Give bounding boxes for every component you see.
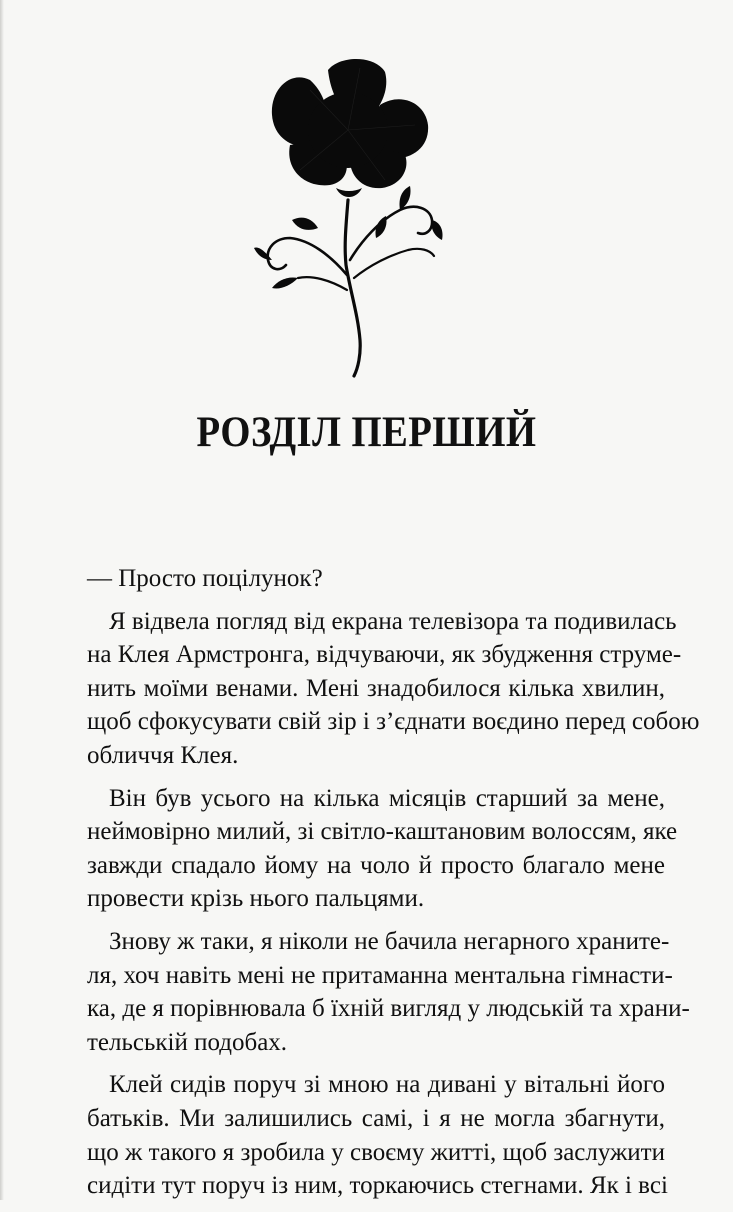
text-line: провести крізь нього пальцями. — [87, 885, 425, 913]
text-line: батьків. Ми залишились самі, і я не могла збагнути, — [87, 1104, 665, 1132]
flower-silhouette-icon — [250, 50, 450, 380]
page-edge-shadow — [0, 0, 4, 1200]
text-line: Я відвела погляд від екрана телевізора та подивилась — [109, 607, 677, 635]
paragraph — [65, 782, 678, 916]
text-line: ка, де я порівнювала б їхній вигляд у людській та храни- — [87, 995, 690, 1023]
text-line: обличчя Клея. — [87, 741, 239, 769]
chapter-title: РОЗДІЛ ПЕРШИЙ — [196, 409, 537, 456]
text-line: Клей сидів поруч зі мною на дивані у вітальні його — [109, 1071, 665, 1099]
text-line: сидіти тут поруч із ним, торкаючись стегнами. Як і всі — [87, 1172, 668, 1200]
text-line: Знову ж таки, я ніколи не бачила негарного храните- — [109, 927, 670, 955]
text-line: тельській подобах. — [87, 1028, 288, 1056]
text-line: щоб сфокусувати свій зір і з’єднати воєдино перед собою — [87, 708, 700, 736]
text-line: — Просто поцілунок? — [87, 565, 323, 592]
text-line: ля, хоч навіть мені не притаманна ментальна гімнасти- — [87, 961, 673, 989]
text-line: Він був усього на кілька місяців старший за мене, — [109, 784, 665, 812]
paragraph — [65, 562, 665, 596]
paragraph — [65, 1068, 668, 1202]
text-line: що ж такого я зробила у своєму житті, щоб заслужити — [87, 1138, 665, 1166]
text-line: завжди спадало йому на чоло й просто благало мене — [87, 851, 665, 879]
paragraph — [65, 925, 690, 1059]
paragraph — [65, 605, 700, 773]
text-line: нить моїми венами. Мені знадобилося кілька хвилин, — [87, 674, 665, 702]
text-line: на Клея Армстронга, відчуваючи, як збудження струме- — [87, 641, 682, 669]
text-line: неймовірно милий, зі світло-каштановим волоссям, яке — [87, 818, 678, 846]
chapter-body-text — [65, 562, 700, 1212]
